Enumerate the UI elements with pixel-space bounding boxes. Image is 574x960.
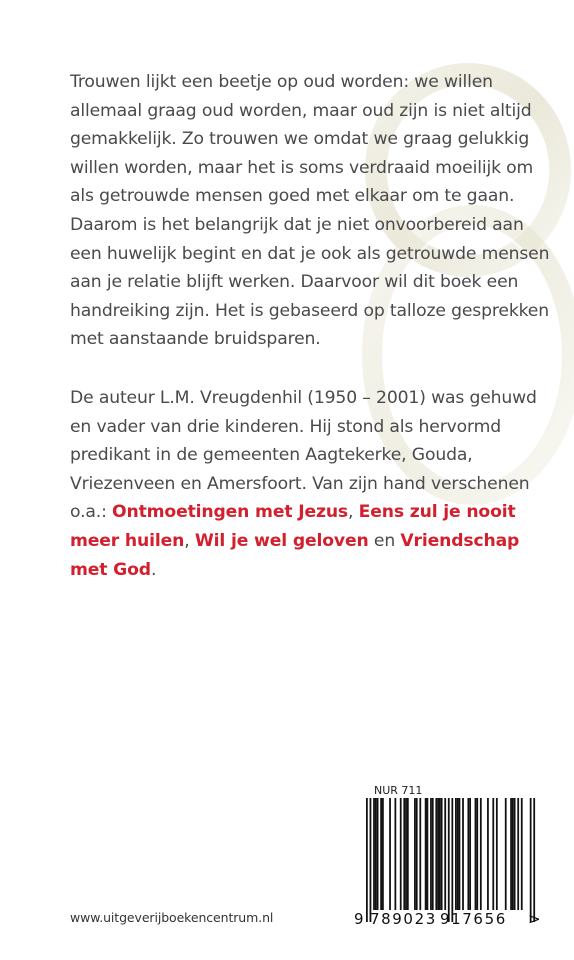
author-paragraph xyxy=(70,384,560,584)
isbn-first-digit: 9 xyxy=(354,910,364,928)
barcode-bar xyxy=(444,798,446,910)
back-cover-blurb xyxy=(70,68,560,584)
barcode-bar xyxy=(459,798,461,910)
barcode-bar xyxy=(435,798,437,910)
barcode-bar xyxy=(407,798,409,910)
nur-code: NUR 711 xyxy=(374,784,423,797)
barcode-guard-bar xyxy=(530,798,532,922)
separator: , xyxy=(348,502,354,523)
barcode-bar xyxy=(380,798,382,910)
barcode-bar xyxy=(394,798,396,910)
barcode-bar xyxy=(419,798,421,910)
barcode-bar xyxy=(475,798,477,910)
isbn-number xyxy=(354,910,542,930)
barcode-bar xyxy=(480,798,482,910)
barcode-bar xyxy=(496,798,498,910)
barcode-bar xyxy=(512,798,514,910)
barcode-bar xyxy=(432,798,434,910)
barcode-bar xyxy=(425,798,427,910)
book-title-wil-je-wel: Wil je wel geloven xyxy=(194,530,369,551)
isbn-barcode xyxy=(354,798,542,930)
barcode-bar xyxy=(439,798,441,910)
barcode-bar xyxy=(430,798,432,910)
isbn-end-marker: > xyxy=(528,910,541,928)
barcode-bar xyxy=(469,798,471,910)
barcode-bar xyxy=(382,798,384,910)
barcode-bar xyxy=(416,798,418,910)
barcode-bar xyxy=(510,798,512,910)
book-title-ontmoetingen: Ontmoetingen met Jezus xyxy=(112,502,348,523)
barcode-guard-bar xyxy=(533,798,535,922)
barcode-bar xyxy=(457,798,459,910)
separator: , xyxy=(184,530,190,551)
barcode-bar xyxy=(462,798,464,910)
barcode-bar xyxy=(437,798,439,910)
barcode-bar xyxy=(517,798,519,910)
barcode-bar xyxy=(375,798,377,910)
barcode-bar xyxy=(389,798,391,910)
book-title-eens-zul-je: Eens zul je nooit meer huilen xyxy=(70,502,516,551)
barcode-bar xyxy=(414,798,416,910)
barcode-bar xyxy=(403,798,405,910)
isbn-group-2: 917656 xyxy=(440,910,507,928)
barcode-bar xyxy=(492,798,494,910)
barcode-bars xyxy=(354,798,542,922)
barcode-bar xyxy=(514,798,516,910)
barcode-guard-bar xyxy=(451,798,453,922)
barcode-guard-bar xyxy=(448,798,450,922)
barcode-bar xyxy=(455,798,457,910)
period: . xyxy=(150,559,157,580)
barcode-bar xyxy=(487,798,489,910)
barcode-guard-bar xyxy=(370,798,372,922)
book-title-vriendschap: Vriendschap met God xyxy=(70,530,520,580)
conjunction: en xyxy=(373,530,396,551)
barcode-bar xyxy=(427,798,429,910)
barcode-bar xyxy=(441,798,443,910)
author-intro: De auteur L.M. Vreugdenhil (1950 – 2001) was gehuwd en vader van drie kinderen. Hij stond als hervormd predikant in de gemeenten Aagtekerke, Gouda, Vriezenveen en Amersfoort. Van zijn hand verschenen o.a.: xyxy=(70,387,537,523)
barcode-bar xyxy=(476,798,478,910)
barcode-bar xyxy=(505,798,507,910)
barcode-bar xyxy=(377,798,379,910)
barcode-bar xyxy=(521,798,523,910)
barcode-bar xyxy=(400,798,402,910)
barcode-bar xyxy=(373,798,375,910)
barcode-bar xyxy=(405,798,407,910)
isbn-group-1: 789023 xyxy=(370,910,437,928)
barcode-bar xyxy=(467,798,469,910)
publisher-website: www.uitgeverijboekencentrum.nl xyxy=(70,910,274,925)
barcode-guard-bar xyxy=(366,798,368,922)
blurb-paragraph: Trouwen lijkt een beetje op oud worden: we willen allemaal graag oud worden, maar oud zijn is niet altijd gemakkelijk. Zo trouwen we omdat we graag gelukkig willen worden, maar het is soms verdraaid moeilijk om als getrouwde mensen goed met elkaar om te gaan. Daarom is het belangrijk dat je niet onvoorbereid aan een huwelijk begint en dat je ook als getrouwde mensen aan je relatie blijft werken. Daarvoor wil dit boek een handreiking zijn. Het is gebaseerd op talloze gesprekken met aanstaande bruidsparen. xyxy=(70,72,550,350)
